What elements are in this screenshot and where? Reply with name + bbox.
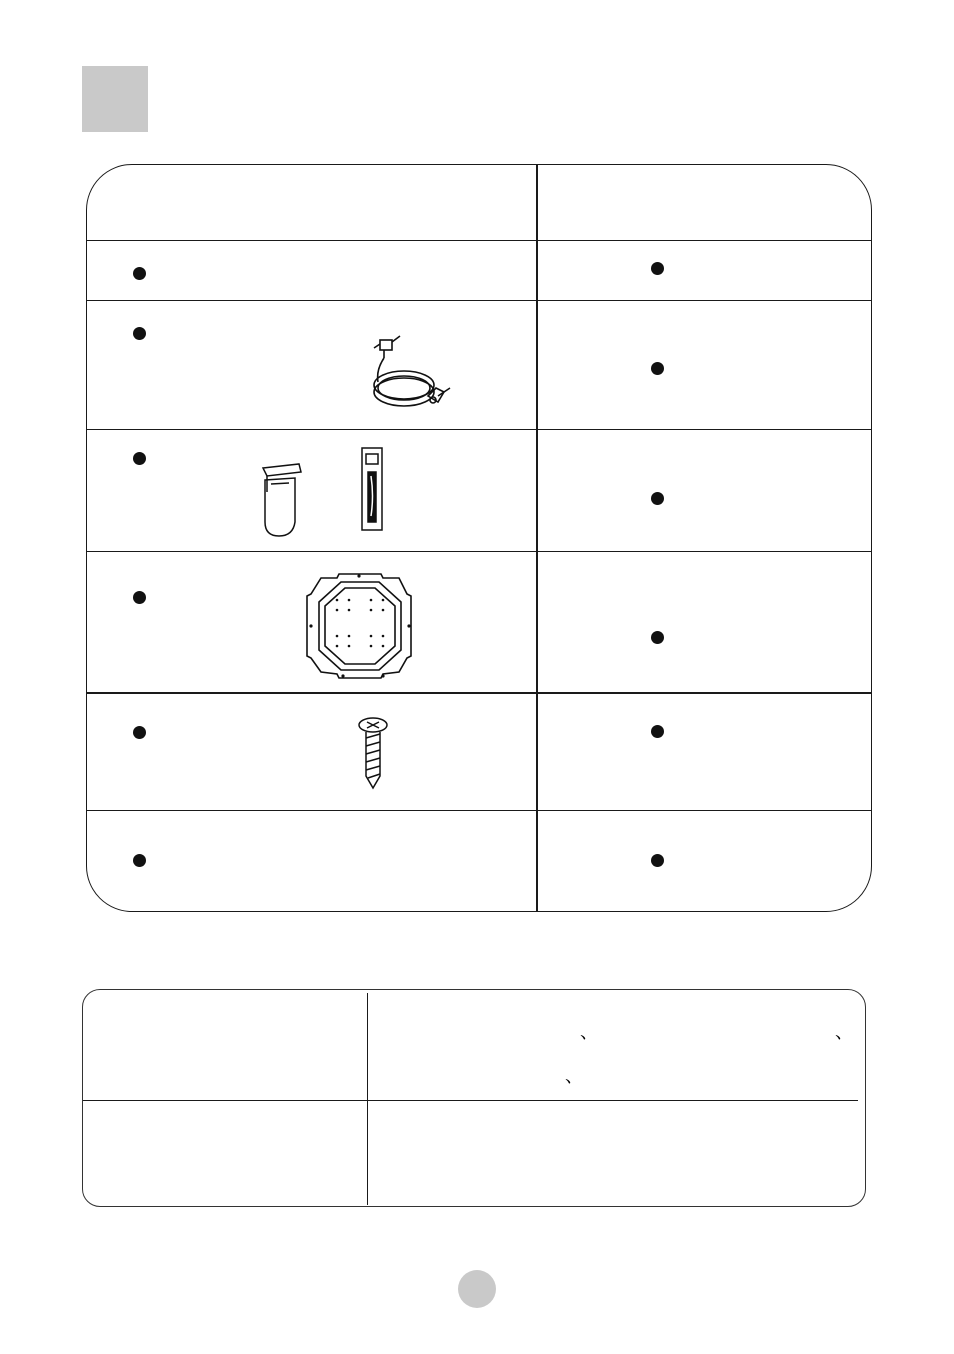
row-divider [87,429,871,430]
column-divider [536,165,538,911]
row-divider [87,692,871,694]
page-number [458,1270,496,1308]
inlet-hose-icon [366,330,456,420]
row-divider [87,810,871,811]
bullet-icon [651,725,664,738]
bullet-icon [133,591,146,604]
bullet-icon [651,631,664,644]
lint-filter-icon [259,462,305,542]
column-divider [367,993,368,1205]
row-divider [87,551,871,552]
bullet-icon [133,267,146,280]
enumeration-mark: 、 [565,1066,583,1087]
section-marker [82,66,148,132]
bullet-icon [651,262,664,275]
bullet-icon [133,726,146,739]
row-divider [83,1100,858,1101]
screw-icon [356,716,390,792]
accessories-table [86,164,872,912]
page-number-badge [458,1270,496,1308]
bullet-icon [133,327,146,340]
base-frame-icon [303,570,417,682]
spec-table [82,989,866,1207]
bullet-icon [651,492,664,505]
bullet-icon [651,854,664,867]
filter-holder-icon [360,446,386,532]
enumeration-mark: 、 [580,1022,598,1043]
bullet-icon [133,854,146,867]
row-divider [87,240,871,241]
row-divider [87,300,871,301]
enumeration-mark: 、 [835,1022,853,1043]
bullet-icon [651,362,664,375]
bullet-icon [133,452,146,465]
